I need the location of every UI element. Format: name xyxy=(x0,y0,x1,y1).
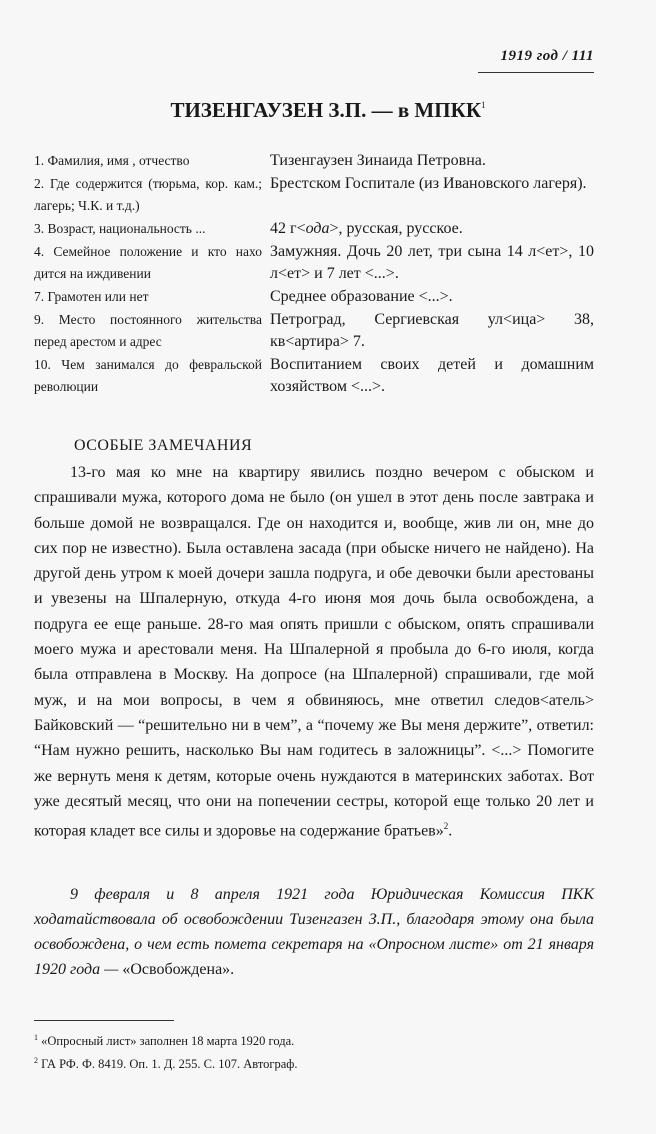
form-value: Замужняя. Дочь 20 лет, три сына 14 л<ет>, 10 л<ет> и 7 лет <...>. xyxy=(270,243,594,282)
body-paragraph: 13-го мая ко мне на квартиру явились поздно вечером с обыском и спрашивали мужа, которого дома не было (он ушел в этот день после завтрака и больше домой не возвращался. Где он находится и, вообще, жив ли он, мне до сих пор не известно). Была оставлена засада (при обыске ничего не найдено). На другой день утром к моей дочери зашла подруга, и обе девочки были арестованы и увезены на Шпалерную, откуда 4-го июня моя дочь была освобождена, а подруга ее еще раньше. 28-го мая опять пришли с обыском, опять спрашивали моего мужа и арестовали меня. На Шпалерной я пробыла до 6-го июля, когда была отправлена в Москву. На допросе (на Шпалерной) спрашивали, где мой муж, и на мои вопросы, в чем я обвиняюсь, мне ответил следов<атель> Байковский — “решительно ни в чем”, а “почему же Вы меня держите”, ответил: “Нам нужно решить, насколько Вы нам годитесь в заложницы”. <...> Помогите же вернуть меня к детям, которые очень нуждаются в материнских заботах. Вот уже десятый месяц, что они на попечении сестры, которой еще только 20 лет и которая кладет все силы и здоровье на содержание братьев»$^2$. xyxy=(34,464,594,840)
title-text: ТИЗЕНГАУЗЕН З.П. — в МПКК xyxy=(170,98,482,122)
header-rule xyxy=(478,72,594,73)
value-part: 42 г< xyxy=(270,220,306,237)
form-label: 9. Место постоянного жительства перед арестом и адрес xyxy=(34,312,262,349)
form-label: 7. Грамотен или нет xyxy=(34,289,149,304)
form-value: Воспитанием своих детей и домашним хозяйством <...>. xyxy=(270,356,594,395)
footnote-mark: 1 xyxy=(34,1033,38,1042)
body-footnote-mark: 2 xyxy=(443,821,449,832)
form-label: 4. Семейное положение и кто нахо дится на иждивении xyxy=(34,244,262,281)
form-row xyxy=(34,286,594,308)
form-value: Петроград, Сергиевская ул<ица> 38, кв<артира> 7. xyxy=(270,311,594,350)
body-text: 13-го мая ко мне на квартиру явились поздно вечером с обыском и спрашивали мужа, которого дома не было (он ушел в этот день после завтрака и больше домой не возвращался. Где он находится и, вообще, жив ли он, мне до сих пор не известно). Была оставлена засада (при обыске ничего не найдено). На другой день утром к моей дочери зашла подруга, и обе девочки были арестованы и увезены на Шпалерную, откуда 4-го июня моя дочь была освобождена, а подруга ее еще раньше. 28-го мая опять пришли с обыском, опять спрашивали моего мужа и арестовали меня. На Шпалерной я пробыла до 6-го июля, когда была отправлена в Москву. На допросе (на Шпалерной) спрашивали, где мой муж, и на мои вопросы, в чем я обвиняюсь, мне ответил следов<атель> Байковский — “решительно ни в чем”, а “почему же Вы меня держите”, ответил: “Нам нужно решить, насколько Вы нам годитесь в заложницы”. <...> Помогите же вернуть меня к детям, которые очень нуждаются в материнских заботах. Вот уже десятый месяц, что они на попечении сестры, которой еще только 20 лет и которая кладет все силы и здоровье на содержание братьев» xyxy=(34,464,594,840)
footnotes xyxy=(34,1028,594,1074)
form-value: Среднее образование <...>. xyxy=(270,288,453,305)
form-label: 1. Фамилия, имя , отчество xyxy=(34,153,190,168)
questionnaire-form xyxy=(34,150,594,399)
section-body xyxy=(34,460,594,844)
value-part: >, русская, русское. xyxy=(329,220,463,237)
form-row xyxy=(34,150,594,172)
form-value: Брестском Госпитале (из Ивановского лагеря). xyxy=(270,175,587,192)
form-label: 10. Чем занимался до февральской революции xyxy=(34,357,262,394)
form-label: 2. Где содержится (тюрьма, кор. кам.; лагерь; Ч.К. и т.д.) xyxy=(34,176,262,213)
form-row xyxy=(34,218,594,240)
note-paragraph xyxy=(34,882,594,982)
form-value: Тизенгаузен Зинаида Петровна. xyxy=(270,152,486,169)
footnote xyxy=(34,1028,594,1051)
footnote-mark: 2 xyxy=(34,1056,38,1066)
section-title: ОСОБЫЕ ЗАМЕЧАНИЯ xyxy=(74,437,253,454)
form-row xyxy=(34,173,594,217)
form-row xyxy=(34,309,594,353)
form-row xyxy=(34,354,594,398)
value-part-italic: ода xyxy=(305,220,330,237)
form-value xyxy=(270,218,594,240)
running-head: 1919 год / 111 xyxy=(500,48,594,64)
note-upright-text: «Освобождена». xyxy=(122,961,235,978)
editorial-note xyxy=(34,882,594,982)
title-footnote-mark: 1 xyxy=(481,100,486,110)
page-title xyxy=(0,98,656,123)
footnote-text: «Опросный лист» заполнен 18 марта 1920 года. xyxy=(41,1034,295,1049)
form-row xyxy=(34,241,594,285)
footnote xyxy=(34,1051,594,1074)
form-label: 3. Возраст, национальность ... xyxy=(34,221,206,236)
footnote-rule xyxy=(34,1020,174,1021)
note-italic-text: 9 февраля и 8 апреля 1921 года Юридическая Комиссия ПКК ходатайствовала об освобождении Тизенгазен З.П., благодаря этому она была освобождена, о чем есть помета секретаря на «Опросном листе» от 21 января 1920 года — xyxy=(34,886,594,978)
footnote-text: ГА РФ. Ф. 8419. Оп. 1. Д. 255. С. 107. Автограф. xyxy=(41,1057,298,1072)
